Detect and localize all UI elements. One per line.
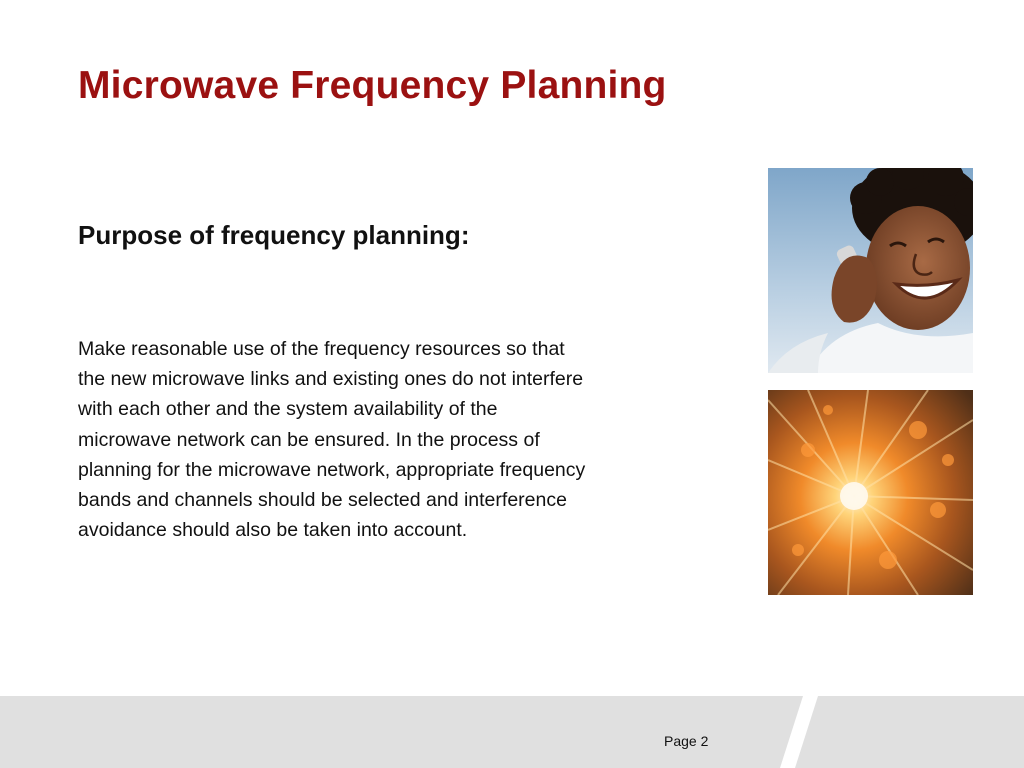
slide-subtitle: Purpose of frequency planning:: [78, 220, 470, 250]
orange-light-burst-photo: [768, 390, 973, 595]
slide-footer: [0, 696, 1024, 768]
slide-title: Microwave Frequency Planning: [78, 64, 667, 107]
footer-slash-decoration: [0, 696, 1024, 768]
woman-on-phone-photo: [768, 168, 973, 373]
slide-body-text: Make reasonable use of the frequency resources so that the new microwave links and existing ones do not interfere with each other and the system availability of the microwave network can be ensured. In the process of planning for the microwave network, appropriate frequency bands and channels should be selected and interference avoidance should also be taken into account.: [78, 338, 586, 542]
page-number: Page 2: [664, 733, 709, 749]
